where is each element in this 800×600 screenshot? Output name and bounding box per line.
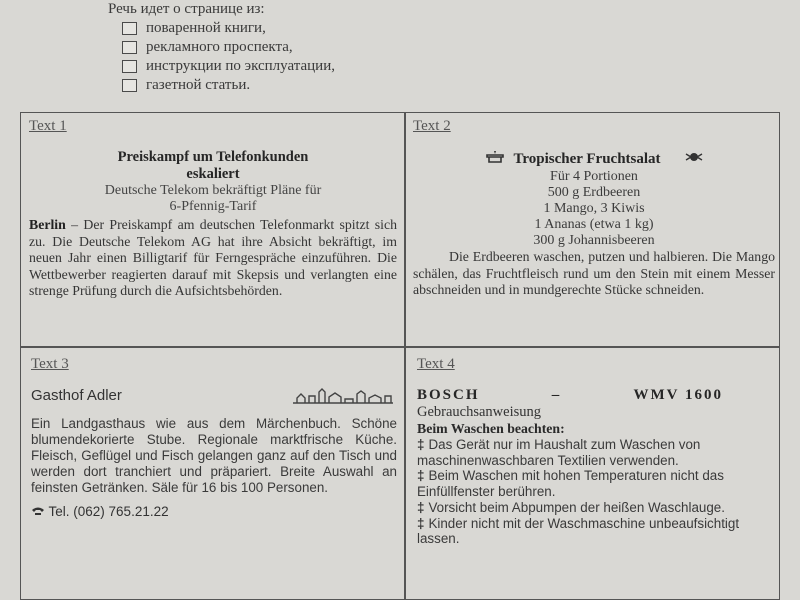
fruit-icon [685, 150, 703, 168]
bullet-icon: ‡ [417, 468, 425, 484]
question-block [108, 0, 668, 95]
bullet-icon: ‡ [417, 499, 425, 515]
list-item: ‡ Beim Waschen mit hohen Temperaturen nicht das Einfüllfenster berühren. [417, 468, 724, 500]
option-label: поваренной книги, [146, 20, 266, 36]
text4-bold-line: Beim Waschen beachten: [417, 421, 565, 436]
text1-subheadline: Deutsche Telekom bekräftigt Pläne für 6-Pfennig-Tarif [104, 183, 322, 214]
text1-label: Text 1 [29, 118, 67, 134]
text4-brand: BOSCH [417, 387, 480, 403]
text4-subtitle: Gebrauchsanweisung [417, 404, 542, 420]
grid-divider-horizontal [21, 346, 779, 348]
option-brochure[interactable] [108, 38, 668, 57]
cooking-pot-icon [485, 149, 505, 169]
text1-body: Berlin – Der Preiskampf am deutschen Telefonmarkt spitzt sich zu. Die Deutsche Telekom AG hat ihre Absicht bekräftigt, im neuen Jahr einen Billigtarif für Ferngespräche einzuführen. Die Wettbewerber reagierten darauf mit Skepsis und verlangten eine strenge Prüfung durch die Aufsichtsbehörden. [29, 217, 397, 298]
phone-icon [31, 504, 49, 519]
grid-divider-vertical [404, 113, 406, 599]
text2-title: Tropischer Fruchtsalat [413, 149, 775, 169]
text1-cell [29, 117, 397, 343]
list-item: ‡ Kinder nicht mit der Waschmaschine unbeaufsichtigt lassen. [417, 515, 740, 547]
text2-label: Text 2 [413, 118, 451, 134]
list-item: ‡ Vorsicht beim Abpumpen der heißen Waschlauge. [417, 499, 725, 515]
checkbox[interactable] [122, 60, 137, 73]
question-title: Речь идет о странице из: [108, 1, 265, 17]
text3-body: Ein Landgasthaus wie aus dem Märchenbuch. Schöne blumendekorierte Stube. Regionale marktfrische Küche. Fleisch, Geflügel und Fisch gelangen ganz auf den Tisch und werden dort tranchiert und präpariert. Breite Auswahl an feinsten Getränken. Säle für 16 bis 100 Personen. [31, 416, 397, 495]
text3-cell [31, 355, 397, 599]
option-label: газетной статьи. [146, 77, 251, 93]
option-manual[interactable] [108, 57, 668, 76]
text4-label: Text 4 [417, 356, 455, 372]
village-skyline-icon [293, 388, 393, 404]
text2-cell [413, 117, 775, 343]
text3-phone: Tel. (062) 765.21.22 [31, 504, 397, 519]
text3-header [31, 387, 397, 404]
text4-dash: – [551, 387, 562, 403]
checkbox[interactable] [122, 22, 137, 35]
text4-cell [417, 355, 777, 599]
option-label: инструкции по эксплуатации, [146, 58, 335, 74]
text3-name: Gasthof Adler [31, 387, 122, 404]
bullet-icon: ‡ [417, 515, 425, 531]
texts-grid [20, 112, 780, 600]
option-label: рекламного проспекта, [146, 39, 293, 55]
text4-model: WMV 1600 [633, 387, 723, 403]
option-cookbook[interactable] [108, 19, 668, 38]
checkbox[interactable] [122, 79, 137, 92]
text2-ingredients: Für 4 Portionen 500 g Erdbeeren 1 Mango, 3 Kiwis 1 Ananas (etwa 1 kg) 300 g Johannisbeeren [533, 169, 655, 248]
text3-label: Text 3 [31, 356, 69, 372]
list-item: ‡ Das Gerät nur im Haushalt zum Waschen von maschinenwaschbaren Textilien verwenden. [417, 437, 701, 468]
option-newspaper[interactable] [108, 76, 668, 95]
text1-headline: Preiskampf um Telefonkunden eskaliert [117, 149, 309, 182]
text2-body: Die Erdbeeren waschen, putzen und halbieren. Die Mango schälen, das Fruchtfleisch rund um den Stein mit einem Messer abschneiden und in mundgerechte Stücke schneiden. [413, 249, 775, 297]
text4-header [417, 387, 723, 404]
bullet-icon: ‡ [417, 437, 425, 452]
checkbox[interactable] [122, 41, 137, 54]
